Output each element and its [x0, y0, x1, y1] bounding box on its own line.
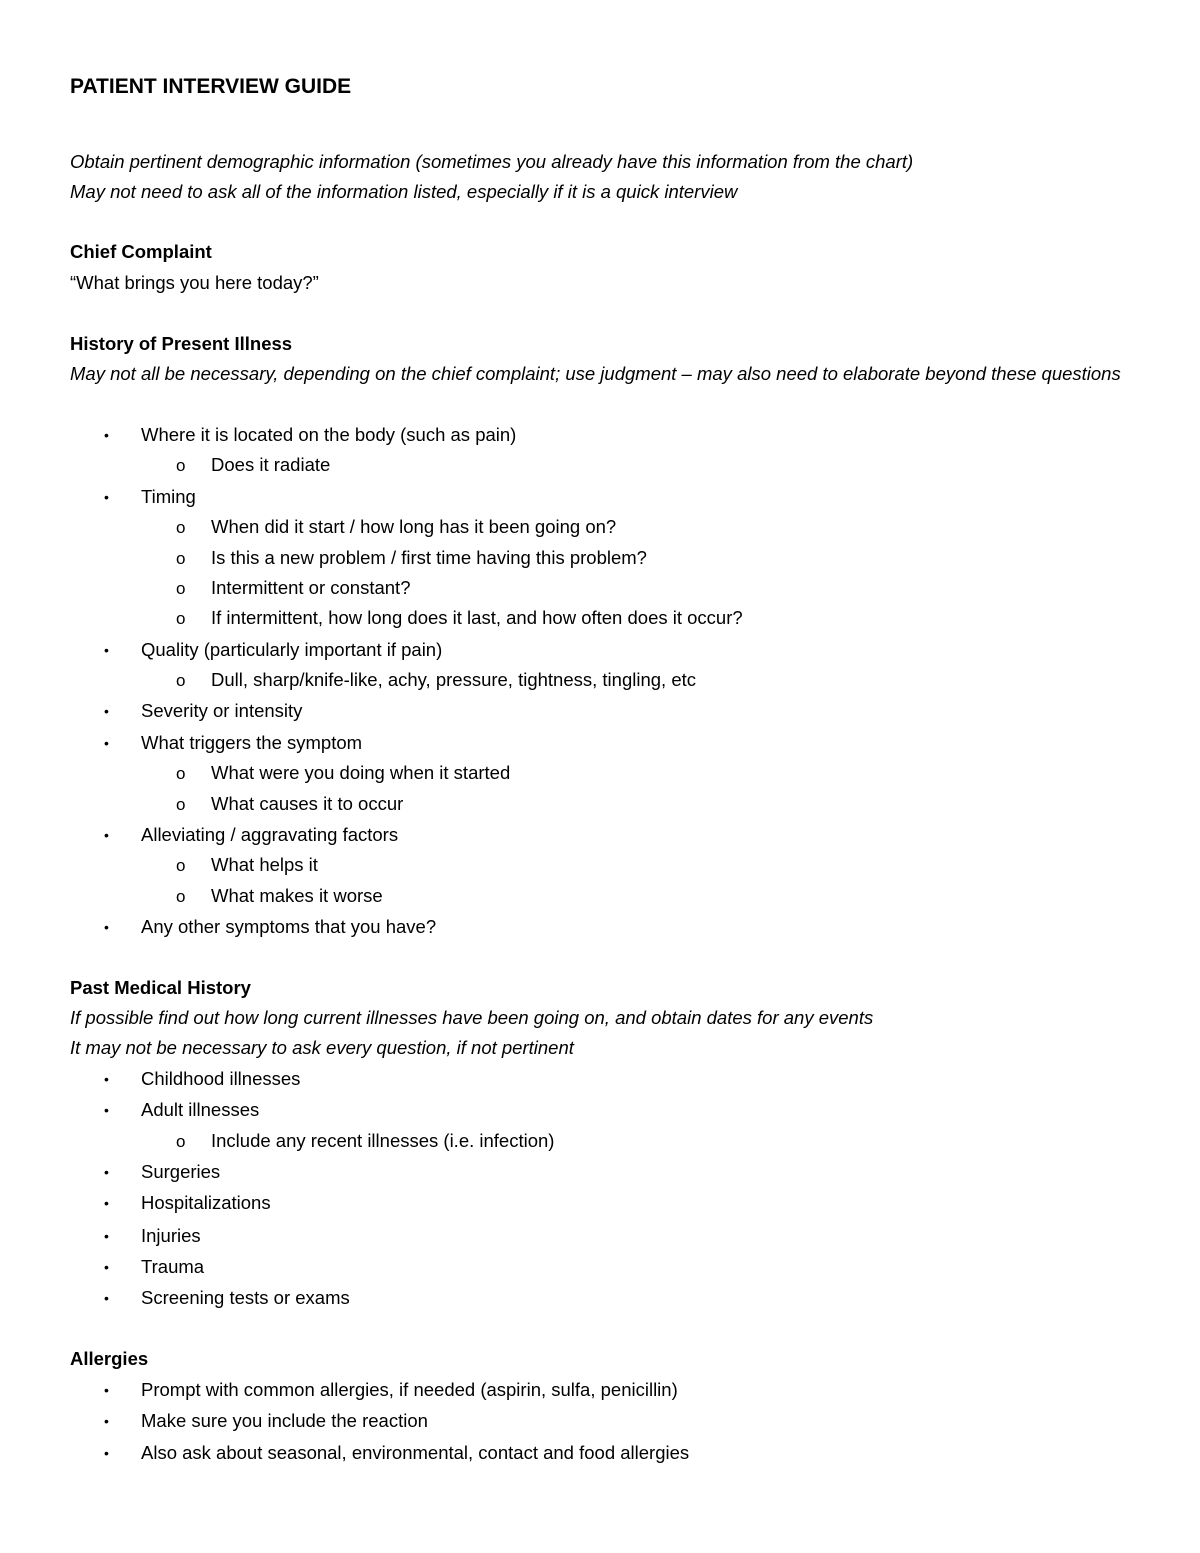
list-item: • Timing [104, 486, 196, 507]
bullet-marker: • [104, 1102, 109, 1118]
allergies-heading: Allergies [70, 1348, 149, 1369]
list-subitem: o What makes it worse [176, 884, 383, 909]
list-item: • Any other symptoms that you have? [104, 916, 437, 937]
sub-marker: o [176, 609, 186, 628]
list-subitem: o What causes it to occur [176, 792, 403, 817]
chief-complaint-quote: “What brings you here today?” [70, 272, 319, 293]
list-item: • Trauma [104, 1256, 205, 1277]
list-item: • Where it is located on the body (such as pain) [104, 424, 517, 445]
pmh-heading: Past Medical History [70, 977, 251, 998]
chief-complaint-heading: Chief Complaint [70, 241, 212, 262]
page-title: PATIENT INTERVIEW GUIDE [70, 75, 352, 98]
list-item: • Adult illnesses [104, 1099, 260, 1120]
pmh-note-2: It may not be necessary to ask every question, if not pertinent [70, 1037, 574, 1058]
bullet-marker: • [104, 1413, 109, 1429]
list-item: • Injuries [104, 1225, 201, 1246]
list-item: • Prompt with common allergies, if needed (aspirin, sulfa, penicillin) [104, 1379, 678, 1400]
bullet-marker: • [104, 1164, 109, 1180]
list-subitem: o Is this a new problem / first time having this problem? [176, 546, 647, 571]
intro-line-1: Obtain pertinent demographic information (sometimes you already have this information from the chart) [70, 151, 914, 172]
sub-marker: o [176, 887, 186, 906]
sub-marker: o [176, 764, 186, 783]
list-item: • Surgeries [104, 1161, 221, 1182]
list-subitem: o What were you doing when it started [176, 761, 510, 786]
bullet-marker: • [104, 1445, 109, 1461]
list-subitem: o Include any recent illnesses (i.e. infection) [176, 1129, 554, 1154]
bullet-marker: • [104, 827, 109, 843]
sub-marker: o [176, 518, 186, 537]
list-subitem: o What helps it [176, 853, 318, 878]
list-item: • Screening tests or exams [104, 1287, 350, 1308]
bullet-marker: • [104, 919, 109, 935]
bullet-marker: • [104, 735, 109, 751]
list-item: • Hospitalizations [104, 1192, 271, 1213]
list-item: • Make sure you include the reaction [104, 1410, 428, 1431]
sub-marker: o [176, 456, 186, 475]
sub-marker: o [176, 579, 186, 598]
bullet-marker: • [104, 1195, 109, 1211]
bullet-marker: • [104, 489, 109, 505]
list-item: • Severity or intensity [104, 700, 303, 721]
bullet-marker: • [104, 1382, 109, 1398]
sub-marker: o [176, 1132, 186, 1151]
bullet-marker: • [104, 1228, 109, 1244]
list-item: • Quality (particularly important if pain) [104, 639, 443, 660]
bullet-marker: • [104, 1071, 109, 1087]
list-subitem: o When did it start / how long has it been going on? [176, 515, 616, 540]
sub-marker: o [176, 549, 186, 568]
list-item: • Childhood illnesses [104, 1068, 301, 1089]
sub-marker: o [176, 795, 186, 814]
bullet-marker: • [104, 703, 109, 719]
bullet-marker: • [104, 427, 109, 443]
intro-line-2: May not need to ask all of the information listed, especially if it is a quick interview [70, 181, 738, 202]
list-item: • Also ask about seasonal, environmental, contact and food allergies [104, 1442, 690, 1463]
bullet-marker: • [104, 1290, 109, 1306]
hpi-note: May not all be necessary, depending on the chief complaint; use judgment – may also need to elaborate beyond these questions [70, 363, 1121, 384]
list-subitem: o Intermittent or constant? [176, 576, 411, 601]
sub-marker: o [176, 856, 186, 875]
list-subitem: o Dull, sharp/knife-like, achy, pressure, tightness, tingling, etc [176, 668, 696, 693]
sub-marker: o [176, 671, 186, 690]
list-subitem: o Does it radiate [176, 453, 330, 478]
bullet-marker: • [104, 1259, 109, 1275]
bullet-marker: • [104, 642, 109, 658]
list-item: • Alleviating / aggravating factors [104, 824, 399, 845]
pmh-note-1: If possible find out how long current illnesses have been going on, and obtain dates for any events [70, 1007, 874, 1028]
list-subitem: o If intermittent, how long does it last, and how often does it occur? [176, 606, 743, 631]
hpi-heading: History of Present Illness [70, 333, 293, 354]
list-item: • What triggers the symptom [104, 732, 363, 753]
